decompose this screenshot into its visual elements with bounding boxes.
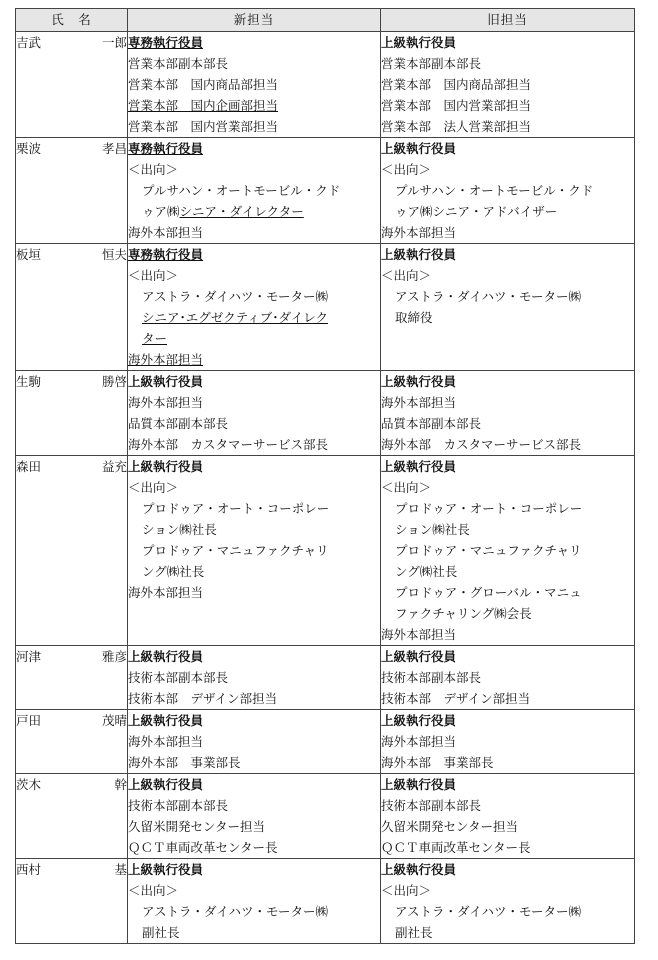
assignment-line [128, 667, 380, 688]
assignment-line [381, 265, 634, 286]
assignment-line [128, 688, 380, 709]
assignment-line [128, 816, 380, 837]
assignment-text: 営業本部 国内営業部担当 [381, 98, 532, 113]
assignment-line [381, 731, 634, 752]
assignment-text: ション㈱社長 [142, 522, 217, 537]
assignment-line [128, 795, 380, 816]
assignment-line [381, 434, 634, 455]
assignment-line [381, 752, 634, 773]
assignment-line [381, 180, 634, 201]
assignment-text: ター [142, 331, 168, 346]
assignment-text: 営業本部 国内営業部担当 [128, 119, 279, 134]
assignment-text: 技術本部副本部長 [128, 798, 229, 813]
assignment-line [381, 53, 634, 74]
assignment-text: シニア･エグゼクティブ･ダイレク [142, 310, 329, 325]
table-row [16, 371, 635, 456]
assignment-line [381, 519, 634, 540]
assignment-text: アストラ・ダイハツ・モーター㈱ [142, 904, 329, 919]
assignment-text: ション㈱社長 [395, 522, 470, 537]
assignment-text: 営業本部 国内商品部担当 [128, 77, 279, 92]
assignment-text: 技術本部副本部長 [128, 670, 229, 685]
assignment-line [381, 624, 634, 645]
family-name: 河津 [16, 649, 42, 664]
table-row [16, 244, 635, 371]
old-assignment-cell [381, 456, 635, 646]
person-name [16, 32, 127, 53]
assignment-text: 上級執行役員 [381, 649, 457, 664]
assignment-line [128, 710, 380, 731]
assignment-text: 海外本部担当 [381, 734, 457, 749]
assignment-line [128, 477, 380, 498]
personnel-change-table [15, 8, 635, 944]
assignment-text: 海外本部 事業部長 [128, 755, 241, 770]
assignment-text: 上級執行役員 [128, 862, 204, 877]
assignment-text: 取締役 [395, 310, 433, 325]
assignment-text: ＜出向＞ [381, 480, 432, 495]
assignment-text: 上級執行役員 [381, 862, 457, 877]
person-name [16, 244, 127, 265]
given-name: 雅彦 [101, 649, 127, 664]
assignment-line [128, 837, 380, 858]
family-name: 栗波 [16, 141, 42, 156]
given-name: 勝啓 [101, 374, 127, 389]
assignment-line [128, 413, 380, 434]
assignment-text: 久留米開発センター担当 [381, 819, 519, 834]
assignment-text: 営業本部副本部長 [381, 56, 482, 71]
table-row [16, 456, 635, 646]
assignment-line [381, 901, 634, 922]
family-name: 生駒 [16, 374, 42, 389]
name-cell [16, 456, 128, 646]
family-name: 戸田 [16, 713, 42, 728]
assignment-line [381, 646, 634, 667]
person-name [16, 646, 127, 667]
assignment-text: ＜出向＞ [381, 162, 432, 177]
assignment-line [128, 456, 380, 477]
name-cell [16, 371, 128, 456]
old-assignment-cell [381, 138, 635, 244]
assignment-line [128, 53, 380, 74]
assignment-line [381, 138, 634, 159]
given-name: 一郎 [101, 35, 127, 50]
assignment-line [381, 816, 634, 837]
new-assignment-cell [128, 371, 381, 456]
assignment-line [381, 582, 634, 603]
assignment-line [381, 667, 634, 688]
assignment-line [381, 498, 634, 519]
table-row [16, 710, 635, 774]
assignment-text: ゥア㈱ [142, 204, 180, 219]
name-cell [16, 859, 128, 944]
assignment-line [128, 646, 380, 667]
old-assignment-cell [381, 646, 635, 710]
assignment-line [128, 138, 380, 159]
table-row [16, 859, 635, 944]
assignment-line [128, 880, 380, 901]
header-name: 氏 名 [16, 9, 128, 32]
assignment-line [381, 922, 634, 943]
assignment-text: 上級執行役員 [381, 35, 457, 50]
assignment-line [381, 116, 634, 137]
assignment-text: 上級執行役員 [381, 459, 457, 474]
assignment-text: 上級執行役員 [381, 713, 457, 728]
assignment-line [381, 540, 634, 561]
table-header-row [16, 9, 635, 32]
assignment-line [128, 116, 380, 137]
given-name: 基 [114, 862, 127, 877]
old-assignment-cell [381, 244, 635, 371]
given-name: 孝昌 [101, 141, 127, 156]
assignment-text: 上級執行役員 [128, 649, 204, 664]
given-name: 茂晴 [101, 713, 127, 728]
name-cell [16, 138, 128, 244]
assignment-text: 海外本部 事業部長 [381, 755, 494, 770]
assignment-text: 営業本部 法人営業部担当 [381, 119, 532, 134]
new-assignment-cell [128, 32, 381, 138]
person-name [16, 456, 127, 477]
assignment-line [128, 752, 380, 773]
person-name [16, 371, 127, 392]
assignment-line [128, 434, 380, 455]
assignment-text: ＜出向＞ [128, 480, 179, 495]
person-name [16, 774, 127, 795]
given-name: 恒夫 [101, 247, 127, 262]
assignment-line [381, 201, 634, 222]
assignment-line [128, 498, 380, 519]
assignment-line [128, 392, 380, 413]
name-cell [16, 244, 128, 371]
assignment-line [128, 95, 380, 116]
assignment-text: プロドゥア・マニュファクチャリ [142, 543, 329, 558]
new-assignment-cell [128, 646, 381, 710]
assignment-line [128, 561, 380, 582]
assignment-text: 技術本部副本部長 [381, 798, 482, 813]
assignment-text: ＱＣＴ車両改革センター長 [381, 840, 531, 855]
assignment-text: 品質本部副本部長 [128, 416, 229, 431]
assignment-text: ング㈱社長 [142, 564, 205, 579]
assignment-line [128, 180, 380, 201]
assignment-text: プロドゥア・グローバル・マニュ [395, 585, 582, 600]
assignment-text: 上級執行役員 [381, 141, 457, 156]
new-assignment-cell [128, 138, 381, 244]
assignment-line [381, 392, 634, 413]
assignment-line [128, 74, 380, 95]
assignment-line [381, 795, 634, 816]
table-row [16, 32, 635, 138]
assignment-text: 海外本部担当 [128, 352, 204, 367]
assignment-line [128, 159, 380, 180]
assignment-text: 営業本部 国内商品部担当 [381, 77, 532, 92]
given-name: 益充 [101, 459, 127, 474]
old-assignment-cell [381, 774, 635, 859]
header-old-assignment: 旧担当 [381, 9, 635, 32]
old-assignment-cell [381, 32, 635, 138]
assignment-line [381, 74, 634, 95]
assignment-text: プルサハン・オートモービル・クド [395, 183, 594, 198]
assignment-line [128, 774, 380, 795]
assignment-line [128, 349, 380, 370]
assignment-line [128, 901, 380, 922]
assignment-line [128, 922, 380, 943]
name-cell [16, 774, 128, 859]
table-row [16, 774, 635, 859]
assignment-line [381, 95, 634, 116]
assignment-text: 専務執行役員 [128, 247, 204, 262]
old-assignment-cell [381, 710, 635, 774]
assignment-text: ファクチャリング㈱会長 [395, 606, 532, 621]
assignment-text: アストラ・ダイハツ・モーター㈱ [395, 904, 582, 919]
assignment-line [128, 582, 380, 603]
assignment-line [381, 859, 634, 880]
assignment-line [128, 244, 380, 265]
assignment-line [381, 603, 634, 624]
assignment-text: ゥア㈱シニア・アドバイザー [395, 204, 558, 219]
assignment-text: 技術本部副本部長 [381, 670, 482, 685]
assignment-line [381, 561, 634, 582]
assignment-text: 海外本部 カスタマーサービス部長 [128, 437, 329, 452]
assignment-text: 技術本部 デザイン部担当 [381, 691, 531, 706]
assignment-line [128, 519, 380, 540]
assignment-text: 海外本部担当 [128, 225, 204, 240]
assignment-line [381, 413, 634, 434]
assignment-text: アストラ・ダイハツ・モーター㈱ [142, 289, 329, 304]
assignment-line [381, 456, 634, 477]
assignment-text: ング㈱社長 [395, 564, 458, 579]
assignment-text: ＜出向＞ [128, 883, 179, 898]
assignment-line [128, 307, 380, 328]
assignment-text: 上級執行役員 [128, 374, 204, 389]
assignment-line [128, 540, 380, 561]
assignment-text: ＜出向＞ [128, 268, 179, 283]
assignment-line [128, 32, 380, 53]
name-cell [16, 710, 128, 774]
given-name: 幹 [114, 777, 127, 792]
old-assignment-cell [381, 371, 635, 456]
assignment-line [381, 688, 634, 709]
assignment-line [381, 710, 634, 731]
assignment-text: 久留米開発センター担当 [128, 819, 266, 834]
family-name: 茨木 [16, 777, 42, 792]
assignment-line [381, 477, 634, 498]
assignment-line [128, 201, 380, 222]
header-new-assignment: 新担当 [128, 9, 381, 32]
assignment-text: 副社長 [142, 925, 180, 940]
assignment-line [381, 371, 634, 392]
assignment-text: プロドゥア・マニュファクチャリ [395, 543, 582, 558]
assignment-text: 上級執行役員 [128, 713, 204, 728]
assignment-text: プルサハン・オートモービル・クド [142, 183, 341, 198]
assignment-line [128, 371, 380, 392]
assignment-text: ＜出向＞ [381, 268, 432, 283]
assignment-text: 副社長 [395, 925, 433, 940]
new-assignment-cell [128, 456, 381, 646]
assignment-text: 上級執行役員 [381, 374, 457, 389]
assignment-line [128, 265, 380, 286]
assignment-line [381, 307, 634, 328]
assignment-text: 専務執行役員 [128, 35, 204, 50]
assignment-text: ＱＣＴ車両改革センター長 [128, 840, 278, 855]
assignment-text-changed: シニア・ダイレクター [179, 204, 304, 219]
assignment-line [381, 244, 634, 265]
assignment-line [381, 286, 634, 307]
assignment-text: 品質本部副本部長 [381, 416, 482, 431]
assignment-line [128, 222, 380, 243]
assignment-line [381, 837, 634, 858]
assignment-text: 技術本部 デザイン部担当 [128, 691, 278, 706]
assignment-line [128, 731, 380, 752]
table-row [16, 138, 635, 244]
assignment-text: 営業本部副本部長 [128, 56, 229, 71]
assignment-text: 上級執行役員 [381, 247, 457, 262]
assignment-text: 上級執行役員 [381, 777, 457, 792]
old-assignment-cell [381, 859, 635, 944]
assignment-text: 営業本部 国内企画部担当 [128, 98, 279, 113]
name-cell [16, 646, 128, 710]
assignment-text: 海外本部担当 [128, 585, 204, 600]
new-assignment-cell [128, 710, 381, 774]
name-cell [16, 32, 128, 138]
new-assignment-cell [128, 774, 381, 859]
person-name [16, 859, 127, 880]
assignment-text: アストラ・ダイハツ・モーター㈱ [395, 289, 582, 304]
family-name: 板垣 [16, 247, 42, 262]
table-row [16, 646, 635, 710]
assignment-text: ＜出向＞ [128, 162, 179, 177]
assignment-line [128, 859, 380, 880]
assignment-text: プロドゥア・オート・コーポレー [395, 501, 583, 516]
family-name: 西村 [16, 862, 42, 877]
family-name: 森田 [16, 459, 42, 474]
assignment-line [128, 286, 380, 307]
assignment-line [381, 774, 634, 795]
assignment-text: 専務執行役員 [128, 141, 204, 156]
assignment-line [381, 32, 634, 53]
assignment-text: プロドゥア・オート・コーポレー [142, 501, 330, 516]
assignment-text: ＜出向＞ [381, 883, 432, 898]
assignment-text: 海外本部担当 [128, 734, 204, 749]
new-assignment-cell [128, 859, 381, 944]
assignment-text: 海外本部担当 [381, 627, 457, 642]
assignment-text: 海外本部担当 [381, 225, 457, 240]
assignment-line [381, 880, 634, 901]
assignment-line [381, 222, 634, 243]
assignment-text: 上級執行役員 [128, 459, 204, 474]
assignment-text: 海外本部 カスタマーサービス部長 [381, 437, 582, 452]
assignment-line [128, 328, 380, 349]
assignment-line [381, 159, 634, 180]
person-name [16, 138, 127, 159]
family-name: 吉武 [16, 35, 42, 50]
person-name [16, 710, 127, 731]
assignment-text: 海外本部担当 [128, 395, 204, 410]
new-assignment-cell [128, 244, 381, 371]
assignment-text: 海外本部担当 [381, 395, 457, 410]
table-body [16, 32, 635, 944]
assignment-text: 上級執行役員 [128, 777, 204, 792]
